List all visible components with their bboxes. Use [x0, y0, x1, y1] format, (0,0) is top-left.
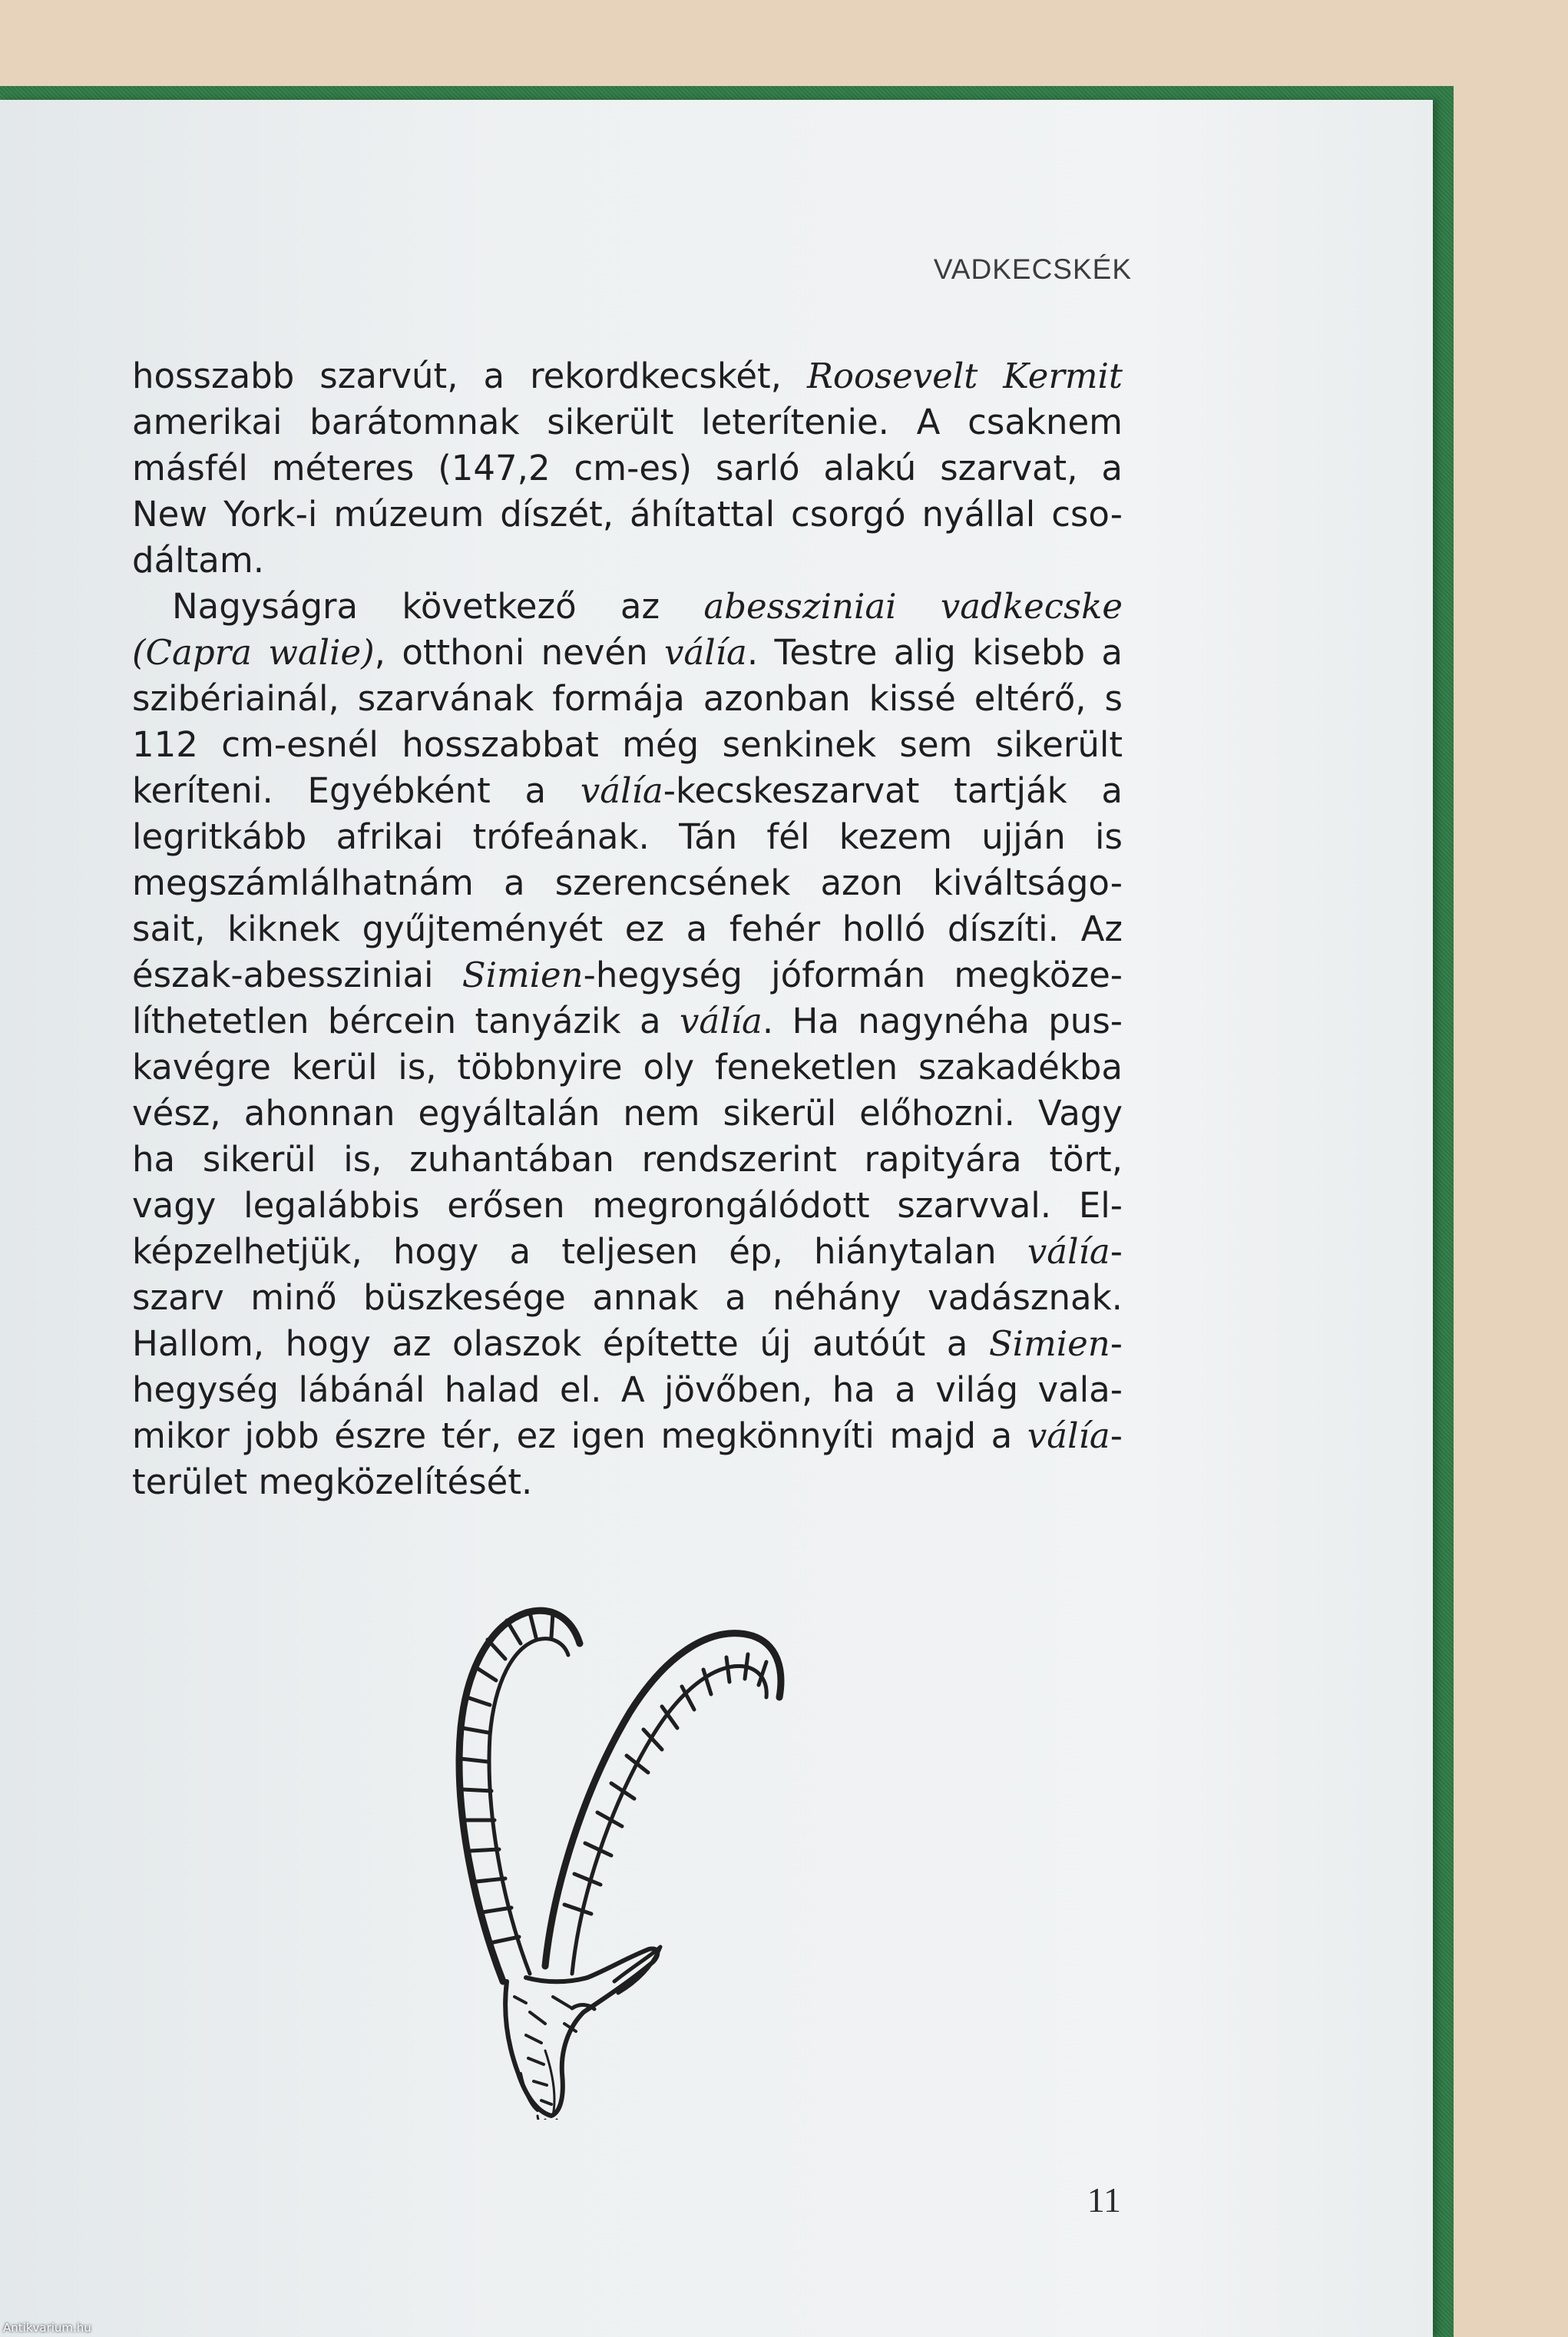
text-line [132, 1321, 1123, 1367]
italic-run: válía [1027, 1231, 1110, 1272]
text-run: észak-abessziniai [132, 955, 462, 995]
text-line [132, 1044, 1123, 1091]
text-run: terület megközelítését. [132, 1461, 533, 1502]
text-line [132, 1183, 1123, 1229]
text-line [132, 1229, 1123, 1275]
text-run: - [1110, 1323, 1123, 1364]
ibex-head-engraving-icon [430, 1582, 814, 2120]
text-line [132, 906, 1123, 952]
text-run: megszámlálhatnám a szerencsének azon kiváltságo- [132, 862, 1123, 903]
text-line [132, 1459, 1123, 1505]
text-line [132, 630, 1123, 676]
text-run: képzelhetjük, hogy a teljesen ép, hiánytalan [132, 1231, 1027, 1272]
page-number: 11 [1087, 2180, 1121, 2219]
text-run: keríteni. Egyébként a [132, 770, 581, 811]
text-line [132, 584, 1123, 630]
text-line [132, 722, 1123, 768]
italic-run: abessziniai vadkecske [703, 586, 1123, 627]
text-line [132, 998, 1123, 1044]
text-run: mikor jobb észre tér, ez igen megkönnyíti majd a [132, 1415, 1027, 1456]
text-run: vagy legalábbis erősen megrongálódott szarvval. El- [132, 1185, 1123, 1226]
text-run: szarv minő büszkesége annak a néhány vadásznak. [132, 1277, 1123, 1318]
text-run: -hegység jóformán megköze- [583, 955, 1123, 995]
italic-run: Roosevelt Kermit [806, 356, 1123, 396]
text-line [132, 1275, 1123, 1321]
text-run: vész, ahonnan egyáltalán nem sikerül előhozni. Vagy [132, 1093, 1123, 1134]
italic-run: (Capra walie) [132, 632, 375, 673]
text-run: . Testre alig kisebb a [746, 632, 1123, 673]
text-run: dáltam. [132, 540, 265, 581]
text-line [132, 538, 1123, 584]
text-run: - [1110, 1415, 1123, 1456]
text-line [132, 814, 1123, 860]
italic-run: válía [679, 1001, 762, 1041]
text-line [132, 1091, 1123, 1137]
text-run: kavégre kerül is, többnyire oly feneketlen szakadékba [132, 1047, 1123, 1087]
text-run: Hallom, hogy az olaszok építette új autóút a [132, 1323, 989, 1364]
body-text [132, 353, 1123, 1505]
text-line [132, 445, 1123, 492]
text-line [132, 399, 1123, 445]
text-run: hosszabb szarvút, a rekordkecskét, [132, 356, 807, 396]
text-line [132, 860, 1123, 906]
text-run: - [1110, 1231, 1123, 1272]
text-run: Nagyságra következő az [172, 586, 704, 627]
text-run: ha sikerül is, zuhantában rendszerint rapityára tört, [132, 1139, 1123, 1180]
text-run: -kecskeszarvat tartják a [663, 770, 1123, 811]
text-line [132, 492, 1123, 538]
text-line [132, 676, 1123, 722]
text-line [132, 952, 1123, 998]
text-line [132, 1367, 1123, 1413]
text-run: . Ha nagynéha pus- [762, 1001, 1123, 1041]
text-run: amerikai barátomnak sikerült leterítenie. A csaknem [132, 402, 1123, 442]
text-run: legritkább afrikai trófeának. Tán fél kezem ujján is [132, 816, 1123, 857]
text-run: , otthoni nevén [374, 632, 664, 673]
text-run: líthetetlen bércein tanyázik a [132, 1001, 680, 1041]
text-run: New York-i múzeum díszét, áhítattal csorgó nyállal cso- [132, 494, 1123, 535]
text-line [132, 768, 1123, 814]
text-run: másfél méteres (147,2 cm-es) sarló alakú szarvat, a [132, 448, 1123, 488]
text-run: 112 cm-esnél hosszabbat még senkinek sem sikerült [132, 724, 1123, 765]
text-run: szibériainál, szarvának formája azonban kissé eltérő, s [132, 678, 1123, 719]
italic-run: Simien [461, 955, 584, 995]
watermark-text: Antikvarium.hu [3, 2321, 91, 2335]
text-run: hegység lábánál halad el. A jövőben, ha a világ vala- [132, 1369, 1123, 1410]
italic-run: Simien [988, 1323, 1110, 1364]
italic-run: válía [664, 632, 747, 673]
text-line [132, 1413, 1123, 1459]
text-run: sait, kiknek gyűjteményét ez a fehér holló díszíti. Az [132, 909, 1123, 949]
text-line [132, 1137, 1123, 1183]
text-line [132, 353, 1123, 399]
running-head: VADKECSKÉK [933, 253, 1132, 285]
italic-run: válía [1027, 1415, 1110, 1456]
italic-run: válía [580, 770, 663, 811]
